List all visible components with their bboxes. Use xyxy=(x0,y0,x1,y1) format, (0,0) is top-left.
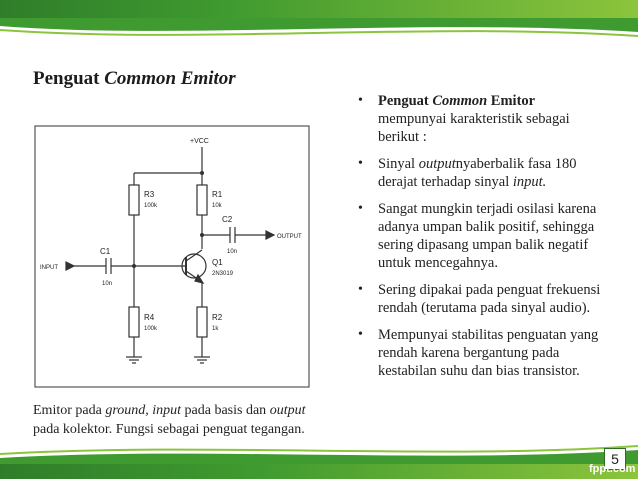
title-italic: Common Emitor xyxy=(104,68,236,89)
r4-resistor xyxy=(129,307,139,337)
diagram-frame xyxy=(35,126,309,387)
caption-italic-3: output xyxy=(269,403,306,418)
title-prefix: Penguat xyxy=(33,68,105,89)
q1-value: 2N3019 xyxy=(212,271,234,277)
input-label: INPUT xyxy=(40,265,58,271)
q1-label: Q1 xyxy=(212,258,223,267)
c1-label: C1 xyxy=(100,247,111,256)
r3-value: 100k xyxy=(144,203,158,209)
bottom-wave-decoration xyxy=(0,440,638,464)
vcc-label: +VCC xyxy=(190,138,209,145)
r3-label: R3 xyxy=(144,190,155,199)
caption-italic-2: input xyxy=(152,403,182,418)
r2-resistor xyxy=(197,307,207,337)
brand-logo-text: fppt.com xyxy=(589,463,636,475)
bullet-bold-2: Emitor xyxy=(487,93,536,109)
output-label: OUTPUT xyxy=(277,234,302,240)
list-item xyxy=(354,155,614,191)
r3-resistor xyxy=(129,185,139,215)
circuit-caption xyxy=(33,401,323,439)
bullet-text: nyaberbalik fasa 180 derajat terhadap sinyal xyxy=(378,156,577,190)
caption-text-1: Emitor pada xyxy=(33,403,106,418)
caption-text-2: , xyxy=(145,403,153,418)
list-item: • Sangat mungkin terjadi osilasi karena adanya umpan balik positif, sehingga sering dipasang umpan balik negatif untuk mencegahnya. xyxy=(354,200,614,272)
bullet-bold-1: Penguat xyxy=(378,93,433,109)
c2-value: 10n xyxy=(227,249,238,255)
circuit-diagram xyxy=(34,125,312,390)
bullet-text: mempunyai karakteristik sebagai berikut : xyxy=(378,111,570,145)
bullet-italic: output xyxy=(418,156,456,172)
caption-text-3: pada basis dan xyxy=(181,403,270,418)
slide-title xyxy=(33,68,236,90)
characteristics-list xyxy=(354,92,614,389)
r2-value: 1k xyxy=(212,326,219,332)
c2-label: C2 xyxy=(222,215,233,224)
top-wave-decoration xyxy=(0,18,638,46)
r4-label: R4 xyxy=(144,313,155,322)
bullet-italic: input. xyxy=(512,174,547,190)
list-item xyxy=(354,92,614,146)
r1-label: R1 xyxy=(212,190,223,199)
c1-value: 10n xyxy=(102,281,113,287)
r1-resistor xyxy=(197,185,207,215)
list-item: • Sering dipakai pada penguat frekuensi rendah (terutama pada sinyal audio). xyxy=(354,281,614,317)
bullet-text: Sinyal xyxy=(378,156,419,172)
list-item: • Mempunyai stabilitas penguatan yang rendah karena bergantung pada kestabilan suhu dan bias transistor. xyxy=(354,326,614,380)
r4-value: 100k xyxy=(144,326,158,332)
r2-label: R2 xyxy=(212,313,223,322)
caption-text-4: pada kolektor. Fungsi sebagai penguat tegangan. xyxy=(33,422,305,437)
r1-value: 10k xyxy=(212,203,222,209)
slide-number: 5 xyxy=(604,448,626,470)
bullet-bold-italic: Common xyxy=(432,93,488,109)
caption-italic-1: ground xyxy=(105,403,146,418)
